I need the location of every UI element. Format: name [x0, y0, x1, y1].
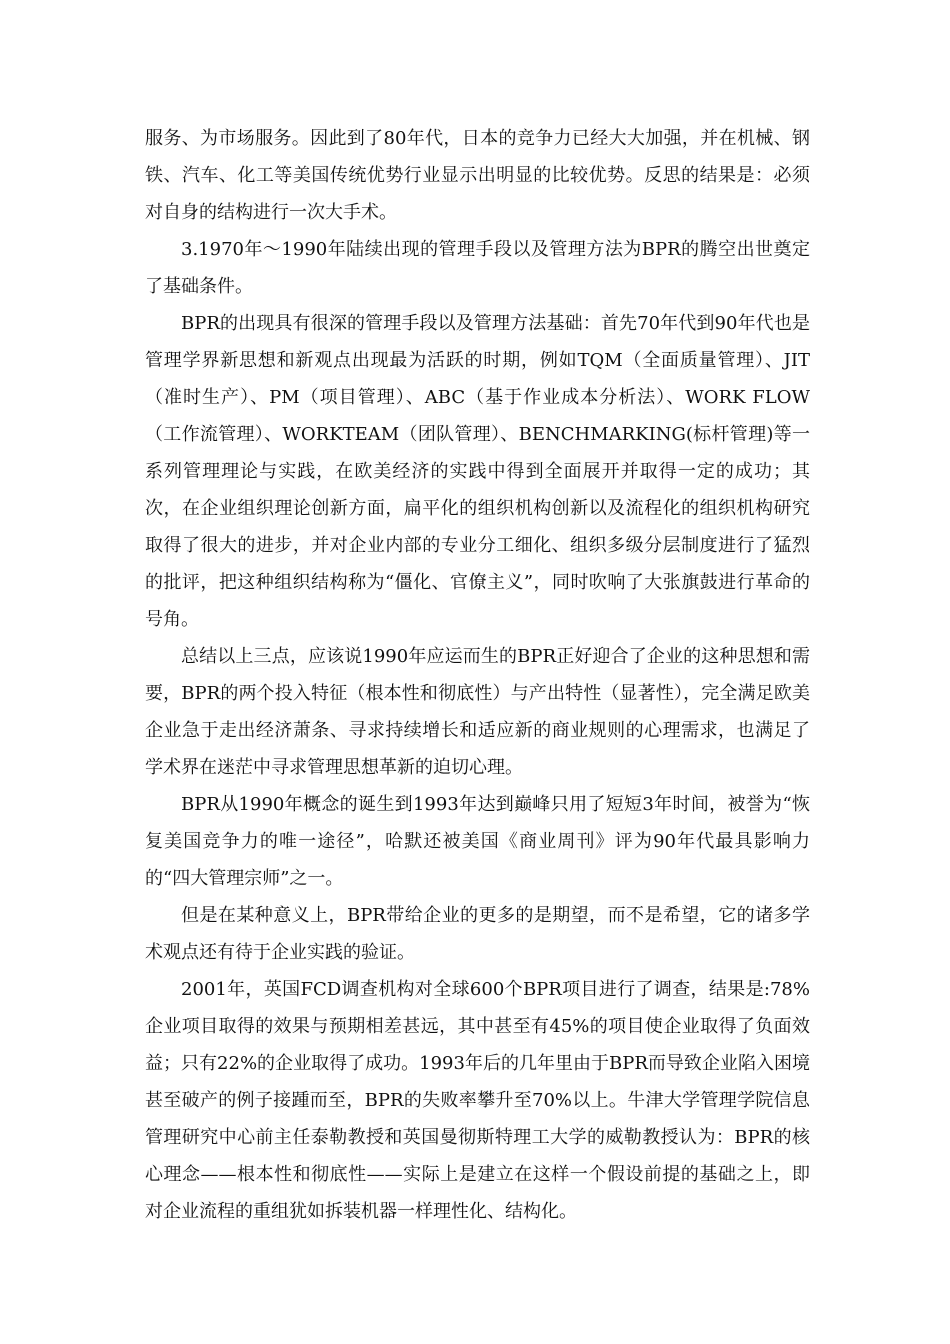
paragraph-continuation: 服务、为市场服务。因此到了80年代，日本的竞争力已经大大加强，并在机械、钢铁、汽车、化工等美国传统优势行业显示出明显的比较优势。反思的结果是：必须对自身的结构进行一次大手术。 — [145, 128, 810, 223]
document-page — [145, 120, 810, 1230]
paragraph-point-3: 3.1970年～1990年陆续出现的管理手段以及管理方法为BPR的腾空出世奠定了基础条件。 — [145, 239, 810, 297]
paragraph-summary: 总结以上三点，应该说1990年应运而生的BPR正好迎合了企业的这种思想和需要，BPR的两个投入特征（根本性和彻底性）与产出特性（显著性），完全满足欧美企业急于走出经济萧条、寻求持续增长和适应新的商业规则的心理需求，也满足了学术界在迷茫中寻求管理思想革新的迫切心理。 — [145, 646, 810, 778]
paragraph-bpr-foundation: BPR的出现具有很深的管理手段以及管理方法基础：首先70年代到90年代也是管理学界新思想和新观点出现最为活跃的时期，例如TQM（全面质量管理）、JIT（准时生产）、PM（项目管理）、ABC（基于作业成本分析法）、WORK FLOW（工作流管理）、WORKTEAM（团队管理）、BENCHMARKING(标杆管理)等一系列管理理论与实践，在欧美经济的实践中得到全面展开并取得一定的成功；其次，在企业组织理论创新方面，扁平化的组织机构创新以及流程化的组织机构研究取得了很大的进步，并对企业内部的专业分工细化、组织多级分层制度进行了猛烈的批评，把这种组织结构称为“僵化、官僚主义”，同时吹响了大张旗鼓进行革命的号角。 — [145, 313, 810, 630]
paragraph-survey-2001: 2001年，英国FCD调查机构对全球600个BPR项目进行了调查，结果是:78%企业项目取得的效果与预期相差甚远，其中甚至有45%的项目使企业取得了负面效益；只有22%的企业取得了成功。1993年后的几年里由于BPR而导致企业陷入困境甚至破产的例子接踵而至，BPR的失败率攀升至70%以上。牛津大学管理学院信息管理研究中心前主任泰勒教授和英国曼彻斯特理工大学的威勒教授认为：BPR的核心理念——根本性和彻底性——实际上是建立在这样一个假设前提的基础之上，即对企业流程的重组犹如拆装机器一样理性化、结构化。 — [145, 979, 810, 1222]
paragraph-bpr-peak: BPR从1990年概念的诞生到1993年达到巅峰只用了短短3年时间，被誉为“恢复美国竞争力的唯一途径”，哈默还被美国《商业周刊》评为90年代最具影响力的“四大管理宗师”之一。 — [145, 794, 810, 889]
paragraph-expectation: 但是在某种意义上，BPR带给企业的更多的是期望，而不是希望，它的诸多学术观点还有待于企业实践的验证。 — [145, 905, 810, 963]
